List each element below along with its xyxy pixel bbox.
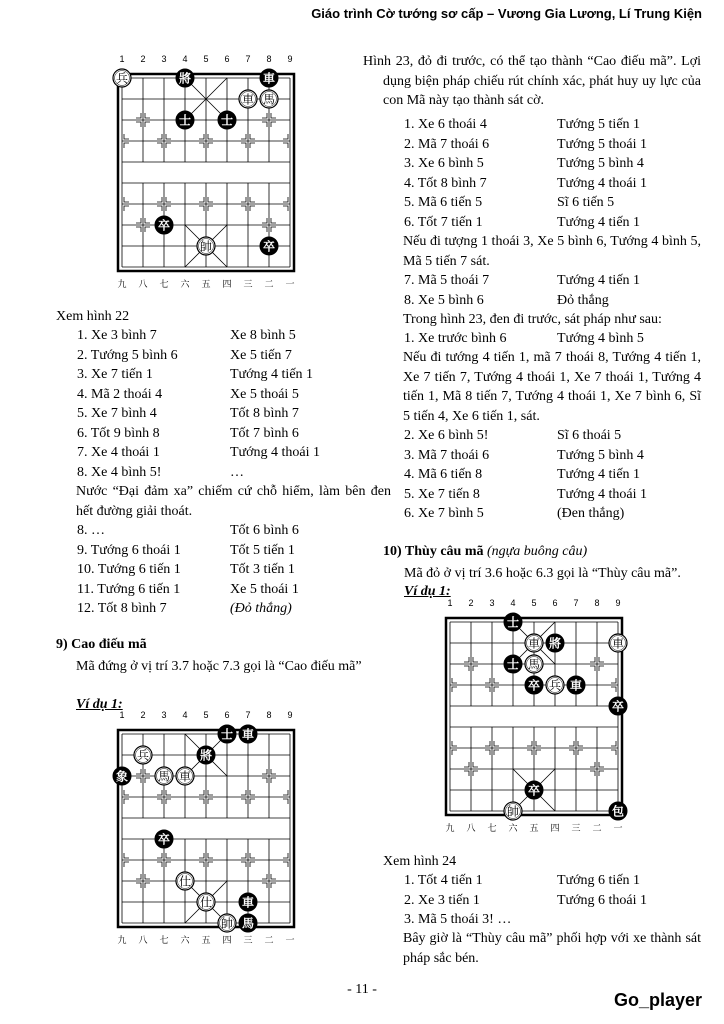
move-row bbox=[77, 443, 320, 463]
file-chinese: 一 bbox=[285, 936, 295, 946]
svg-text:車: 車 bbox=[178, 769, 192, 784]
piece-red bbox=[218, 914, 236, 932]
file-chinese: 七 bbox=[487, 824, 497, 834]
piece-black bbox=[197, 746, 215, 764]
move-row bbox=[77, 580, 299, 600]
move-red: 11. Tướng 6 tiến 1 bbox=[77, 581, 181, 597]
file-chinese: 八 bbox=[138, 280, 148, 290]
file-chinese: 二 bbox=[264, 936, 274, 946]
move-row bbox=[77, 385, 320, 405]
piece-black bbox=[525, 781, 543, 799]
board-svg bbox=[110, 52, 310, 302]
svg-text:卒: 卒 bbox=[157, 832, 171, 847]
piece-black bbox=[176, 111, 194, 129]
file-chinese: 八 bbox=[466, 824, 476, 834]
move-black: Tốt 3 tiến 1 bbox=[230, 562, 295, 577]
move-black: Xe 5 thoái 1 bbox=[230, 581, 299, 597]
moves-23d bbox=[404, 426, 647, 524]
svg-text:兵: 兵 bbox=[548, 678, 562, 693]
piece-black bbox=[155, 830, 173, 848]
file-number: 4 bbox=[182, 710, 188, 720]
move-red: 2. Mã 7 thoái 6 bbox=[404, 136, 490, 152]
move-red: 12. Tốt 8 bình 7 bbox=[77, 601, 167, 616]
piece-red bbox=[546, 676, 564, 694]
move-row bbox=[404, 465, 647, 485]
move-black: Tốt 7 bình 6 bbox=[230, 425, 299, 441]
file-chinese: 六 bbox=[508, 824, 518, 834]
file-number: 1 bbox=[119, 710, 125, 720]
move-red: 1. Xe trước bình 6 bbox=[404, 331, 507, 346]
move-black: (Đen thắng) bbox=[557, 506, 625, 521]
svg-text:車: 車 bbox=[241, 92, 255, 107]
file-chinese: 七 bbox=[159, 936, 169, 946]
move-black: Tướng 6 thoái 1 bbox=[557, 892, 648, 908]
section-9-text: Mã đứng ở vị trí 3.7 hoặc 7.3 gọi là “Cao điếu mã” bbox=[76, 659, 362, 674]
move-black: Tướng 5 tiến 1 bbox=[557, 117, 641, 132]
move-red: 3. Xe 6 bình 5 bbox=[404, 156, 484, 171]
svg-text:將: 將 bbox=[548, 636, 562, 651]
svg-text:卒: 卒 bbox=[157, 218, 171, 233]
svg-text:車: 車 bbox=[611, 636, 625, 651]
move-red: 6. Xe 7 bình 5 bbox=[404, 506, 484, 521]
file-chinese: 二 bbox=[264, 280, 274, 290]
svg-text:士: 士 bbox=[506, 657, 520, 672]
piece-black bbox=[239, 725, 257, 743]
move-black: Tướng 4 tiến 1 bbox=[557, 273, 641, 288]
moves-22b bbox=[77, 521, 299, 619]
piece-black bbox=[504, 655, 522, 673]
file-chinese: 三 bbox=[243, 936, 253, 946]
move-red: 9. Tướng 6 thoái 1 bbox=[77, 542, 181, 558]
piece-black bbox=[113, 767, 131, 785]
move-row bbox=[404, 891, 647, 911]
move-black: Xe 5 tiến 7 bbox=[230, 347, 292, 363]
move-black: Đỏ thắng bbox=[557, 292, 609, 308]
move-row bbox=[77, 463, 320, 483]
svg-text:卒: 卒 bbox=[527, 678, 541, 693]
board-svg bbox=[438, 596, 638, 846]
piece-black bbox=[567, 676, 585, 694]
piece-black bbox=[260, 237, 278, 255]
moves-23c bbox=[404, 329, 644, 349]
file-number: 7 bbox=[573, 598, 579, 608]
move-black: Tướng 4 tiến 1 bbox=[557, 214, 641, 230]
move-row bbox=[404, 504, 647, 524]
svg-text:馬: 馬 bbox=[262, 92, 276, 107]
file-number: 4 bbox=[510, 598, 516, 608]
move-red: 6. Tốt 7 tiến 1 bbox=[404, 214, 483, 230]
file-chinese: 六 bbox=[180, 280, 190, 290]
move-row bbox=[404, 291, 640, 311]
piece-black bbox=[155, 216, 173, 234]
file-number: 3 bbox=[489, 598, 495, 608]
move-black: Tướng 4 thoái 1 bbox=[557, 175, 648, 191]
piece-black bbox=[546, 634, 564, 652]
section-10-label: 10) Thùy câu mã bbox=[383, 544, 484, 559]
move-black: (Đỏ thắng) bbox=[230, 601, 292, 616]
piece-black bbox=[609, 802, 627, 820]
svg-text:馬: 馬 bbox=[157, 769, 171, 784]
move-red: 2. Xe 6 bình 5! bbox=[404, 428, 489, 443]
section-10-text: Mã đỏ ở vị trí 3.6 hoặc 6.3 gọi là “Thùy câu mã”. bbox=[404, 566, 681, 581]
page-header: Giáo trình Cờ tướng sơ cấp – Vương Gia Lương, Lí Trung Kiện bbox=[311, 6, 702, 21]
move-black: Tốt 8 bình 7 bbox=[230, 406, 299, 421]
svg-text:車: 車 bbox=[241, 895, 255, 910]
move-row bbox=[404, 910, 647, 930]
section-10-title bbox=[383, 544, 587, 560]
piece-black bbox=[218, 111, 236, 129]
move-black: Sĩ 6 tiến 5 bbox=[557, 195, 615, 210]
note-23a: Nếu đi tượng 1 thoái 3, Xe 5 bình 6, Tướng 4 bình 5, Mã 5 tiến 7 sát. bbox=[403, 234, 701, 269]
svg-text:士: 士 bbox=[220, 113, 234, 128]
file-chinese: 二 bbox=[592, 824, 602, 834]
file-chinese: 四 bbox=[222, 280, 232, 290]
piece-red bbox=[504, 802, 522, 820]
moves-23 bbox=[404, 115, 647, 232]
move-red: 3. Mã 5 thoái 3! … bbox=[404, 912, 512, 927]
move-red: 5. Xe 7 bình 4 bbox=[77, 406, 157, 421]
svg-text:士: 士 bbox=[506, 615, 520, 630]
move-row bbox=[77, 521, 299, 541]
move-red: 4. Mã 2 thoái 4 bbox=[77, 386, 163, 402]
move-red: 1. Tốt 4 tiến 1 bbox=[404, 873, 483, 888]
piece-red bbox=[609, 634, 627, 652]
file-chinese: 九 bbox=[117, 936, 127, 946]
svg-text:將: 將 bbox=[199, 748, 213, 763]
file-number: 8 bbox=[594, 598, 600, 608]
move-red: 3. Mã 7 thoái 6 bbox=[404, 447, 490, 463]
file-number: 9 bbox=[287, 54, 293, 64]
signature: Go_player bbox=[613, 990, 702, 1010]
file-chinese: 五 bbox=[201, 280, 211, 290]
file-chinese: 五 bbox=[529, 824, 539, 834]
file-number: 8 bbox=[266, 710, 272, 720]
move-black: Tốt 5 tiến 1 bbox=[230, 542, 295, 558]
svg-text:卒: 卒 bbox=[611, 699, 625, 714]
svg-text:士: 士 bbox=[220, 727, 234, 742]
move-row bbox=[77, 346, 320, 366]
move-row bbox=[77, 326, 320, 346]
svg-text:士: 士 bbox=[178, 113, 192, 128]
file-number: 7 bbox=[245, 54, 251, 64]
move-row bbox=[404, 329, 644, 349]
note-23c: Nếu đi tướng 4 tiến 1, mã 7 thoái 8, Tướng 4 tiến 1, Xe 7 tiến 7, Tướng 4 thoái 1, Xe 7 thoái 1, Tướng 4 tiến 1, Mã 8 tiến 7, Tướng 4 thoái 1, Xe 7 bình 6, Sĩ 5 tiến 4, Xe 6 tiến 1, sát. bbox=[403, 350, 701, 424]
move-red: 3. Xe 7 tiến 1 bbox=[77, 367, 153, 382]
file-number: 6 bbox=[224, 710, 230, 720]
move-red: 4. Tốt 8 bình 7 bbox=[404, 175, 487, 191]
move-red: 1. Xe 3 bình 7 bbox=[77, 328, 157, 343]
piece-red bbox=[197, 893, 215, 911]
move-black: Tốt 6 bình 6 bbox=[230, 523, 299, 538]
svg-text:車: 車 bbox=[569, 678, 583, 693]
file-chinese: 九 bbox=[117, 280, 127, 290]
svg-text:仕: 仕 bbox=[199, 895, 213, 910]
moves-23b bbox=[404, 271, 640, 310]
move-black: Tướng 5 thoái 1 bbox=[557, 136, 648, 152]
move-red: 6. Tốt 9 bình 8 bbox=[77, 425, 160, 441]
move-red: 8. … bbox=[77, 523, 105, 538]
file-number: 3 bbox=[161, 710, 167, 720]
move-black: Tướng 4 bình 5 bbox=[557, 331, 644, 346]
move-row bbox=[77, 560, 299, 580]
file-number: 3 bbox=[161, 54, 167, 64]
section-10-sub: (ngựa buông câu) bbox=[486, 544, 588, 559]
example-label-left: Ví dụ 1: bbox=[76, 697, 123, 712]
move-red: 7. Xe 4 thoái 1 bbox=[77, 445, 160, 460]
move-black: Tướng 6 tiến 1 bbox=[557, 873, 641, 888]
piece-black bbox=[218, 725, 236, 743]
piece-black bbox=[239, 914, 257, 932]
piece-black bbox=[239, 893, 257, 911]
chess-board-example-9 bbox=[110, 708, 310, 958]
move-row bbox=[404, 193, 647, 213]
move-row bbox=[404, 446, 647, 466]
move-row bbox=[404, 271, 640, 291]
intro-23: Hình 23, đỏ đi trước, có thể tạo thành “Cao điếu mã”. Lợi dụng biện pháp chiếu rút chính xác, phát huy uy lực của con Mã này tạo thành sát cờ. bbox=[363, 54, 701, 108]
move-row bbox=[77, 365, 320, 385]
chess-board-22 bbox=[110, 52, 310, 302]
svg-text:兵: 兵 bbox=[136, 748, 150, 763]
svg-text:仕: 仕 bbox=[178, 874, 192, 889]
piece-black bbox=[609, 697, 627, 715]
board-svg bbox=[110, 708, 310, 958]
move-red: 4. Mã 6 tiến 8 bbox=[404, 467, 483, 482]
move-red: 2. Xe 3 tiến 1 bbox=[404, 892, 480, 908]
file-number: 5 bbox=[531, 598, 537, 608]
file-number: 2 bbox=[140, 710, 146, 720]
file-chinese: 三 bbox=[571, 824, 581, 834]
file-number: 2 bbox=[468, 598, 474, 608]
moves-22 bbox=[77, 326, 320, 482]
move-row bbox=[77, 404, 320, 424]
piece-red bbox=[197, 237, 215, 255]
svg-text:卒: 卒 bbox=[527, 783, 541, 798]
caption-22: Xem hình 22 bbox=[56, 309, 130, 324]
svg-text:車: 車 bbox=[527, 636, 541, 651]
move-black: Tướng 4 tiến 1 bbox=[230, 367, 314, 382]
note-23b: Trong hình 23, đen đi trước, sát pháp như sau: bbox=[403, 312, 662, 327]
move-red: 8. Xe 5 bình 6 bbox=[404, 292, 484, 308]
svg-text:帥: 帥 bbox=[506, 804, 520, 819]
piece-red bbox=[134, 746, 152, 764]
svg-text:馬: 馬 bbox=[527, 657, 541, 672]
move-row bbox=[404, 154, 647, 174]
file-chinese: 八 bbox=[138, 936, 148, 946]
move-black: … bbox=[230, 464, 244, 480]
file-number: 4 bbox=[182, 54, 188, 64]
file-chinese: 五 bbox=[201, 936, 211, 946]
piece-black bbox=[260, 69, 278, 87]
svg-text:卒: 卒 bbox=[262, 239, 276, 254]
file-number: 1 bbox=[447, 598, 453, 608]
piece-red bbox=[155, 767, 173, 785]
file-number: 8 bbox=[266, 54, 272, 64]
move-red: 7. Mã 5 thoái 7 bbox=[404, 273, 490, 288]
piece-black bbox=[504, 613, 522, 631]
section-9-title: 9) Cao điếu mã bbox=[56, 637, 147, 652]
move-black: Xe 5 thoái 5 bbox=[230, 386, 299, 402]
example-label-right: Ví dụ 1: bbox=[404, 584, 451, 599]
svg-text:帥: 帥 bbox=[220, 916, 234, 931]
move-black: Xe 8 bình 5 bbox=[230, 328, 296, 343]
move-row bbox=[404, 115, 647, 135]
piece-red bbox=[176, 767, 194, 785]
move-red: 5. Mã 6 tiến 5 bbox=[404, 195, 483, 210]
file-number: 2 bbox=[140, 54, 146, 64]
move-black: Sĩ 6 thoái 5 bbox=[557, 428, 622, 443]
move-row bbox=[404, 213, 647, 233]
file-number: 9 bbox=[615, 598, 621, 608]
move-red: 2. Tướng 5 bình 6 bbox=[77, 347, 178, 363]
move-black: Tướng 5 bình 4 bbox=[557, 447, 644, 463]
note-22: Nước “Đại đảm xa” chiếm cứ chỗ hiểm, làm bên đen hết đường giải thoát. bbox=[76, 484, 391, 519]
piece-black bbox=[176, 69, 194, 87]
move-black: Tướng 4 tiến 1 bbox=[557, 467, 641, 482]
piece-red bbox=[239, 90, 257, 108]
svg-text:象: 象 bbox=[115, 769, 129, 784]
file-number: 1 bbox=[119, 54, 125, 64]
file-number: 9 bbox=[287, 710, 293, 720]
piece-black bbox=[525, 676, 543, 694]
svg-text:車: 車 bbox=[241, 727, 255, 742]
move-row bbox=[404, 485, 647, 505]
svg-text:將: 將 bbox=[178, 71, 192, 86]
move-black: Tướng 4 thoái 1 bbox=[557, 486, 648, 502]
file-chinese: 一 bbox=[285, 280, 295, 290]
piece-red bbox=[113, 69, 131, 87]
svg-text:車: 車 bbox=[262, 71, 276, 86]
move-red: 8. Xe 4 bình 5! bbox=[77, 464, 162, 480]
caption-24: Xem hình 24 bbox=[383, 854, 457, 869]
svg-text:兵: 兵 bbox=[115, 71, 129, 86]
svg-text:帥: 帥 bbox=[199, 239, 213, 254]
svg-text:包: 包 bbox=[611, 804, 625, 819]
move-row bbox=[404, 871, 647, 891]
file-chinese: 四 bbox=[222, 936, 232, 946]
move-red: 1. Xe 6 thoái 4 bbox=[404, 117, 487, 132]
note-24: Bây giờ là “Thùy câu mã” phối hợp với xe thành sát pháp sắc bén. bbox=[403, 931, 701, 966]
file-number: 7 bbox=[245, 710, 251, 720]
file-number: 5 bbox=[203, 54, 209, 64]
moves-24 bbox=[404, 871, 647, 930]
svg-text:馬: 馬 bbox=[241, 916, 255, 931]
move-red: 10. Tướng 6 tiến 1 bbox=[77, 562, 181, 577]
file-number: 6 bbox=[224, 54, 230, 64]
move-black: Tướng 4 thoái 1 bbox=[230, 445, 321, 460]
piece-red bbox=[176, 872, 194, 890]
file-chinese: 九 bbox=[445, 824, 455, 834]
piece-red bbox=[260, 90, 278, 108]
move-row bbox=[404, 174, 647, 194]
file-chinese: 一 bbox=[613, 824, 623, 834]
file-number: 5 bbox=[203, 710, 209, 720]
file-number: 6 bbox=[552, 598, 558, 608]
file-chinese: 六 bbox=[180, 936, 190, 946]
file-chinese: 三 bbox=[243, 280, 253, 290]
piece-red bbox=[525, 655, 543, 673]
chess-board-24 bbox=[438, 596, 638, 846]
move-row bbox=[77, 541, 299, 561]
piece-red bbox=[525, 634, 543, 652]
file-chinese: 七 bbox=[159, 280, 169, 290]
move-black: Tướng 5 bình 4 bbox=[557, 156, 644, 171]
move-row bbox=[77, 424, 320, 444]
page-number: - 11 - bbox=[347, 982, 377, 997]
file-chinese: 四 bbox=[550, 824, 560, 834]
move-red: 5. Xe 7 tiến 8 bbox=[404, 486, 480, 502]
move-row bbox=[404, 426, 647, 446]
move-row bbox=[77, 599, 299, 619]
move-row bbox=[404, 135, 647, 155]
